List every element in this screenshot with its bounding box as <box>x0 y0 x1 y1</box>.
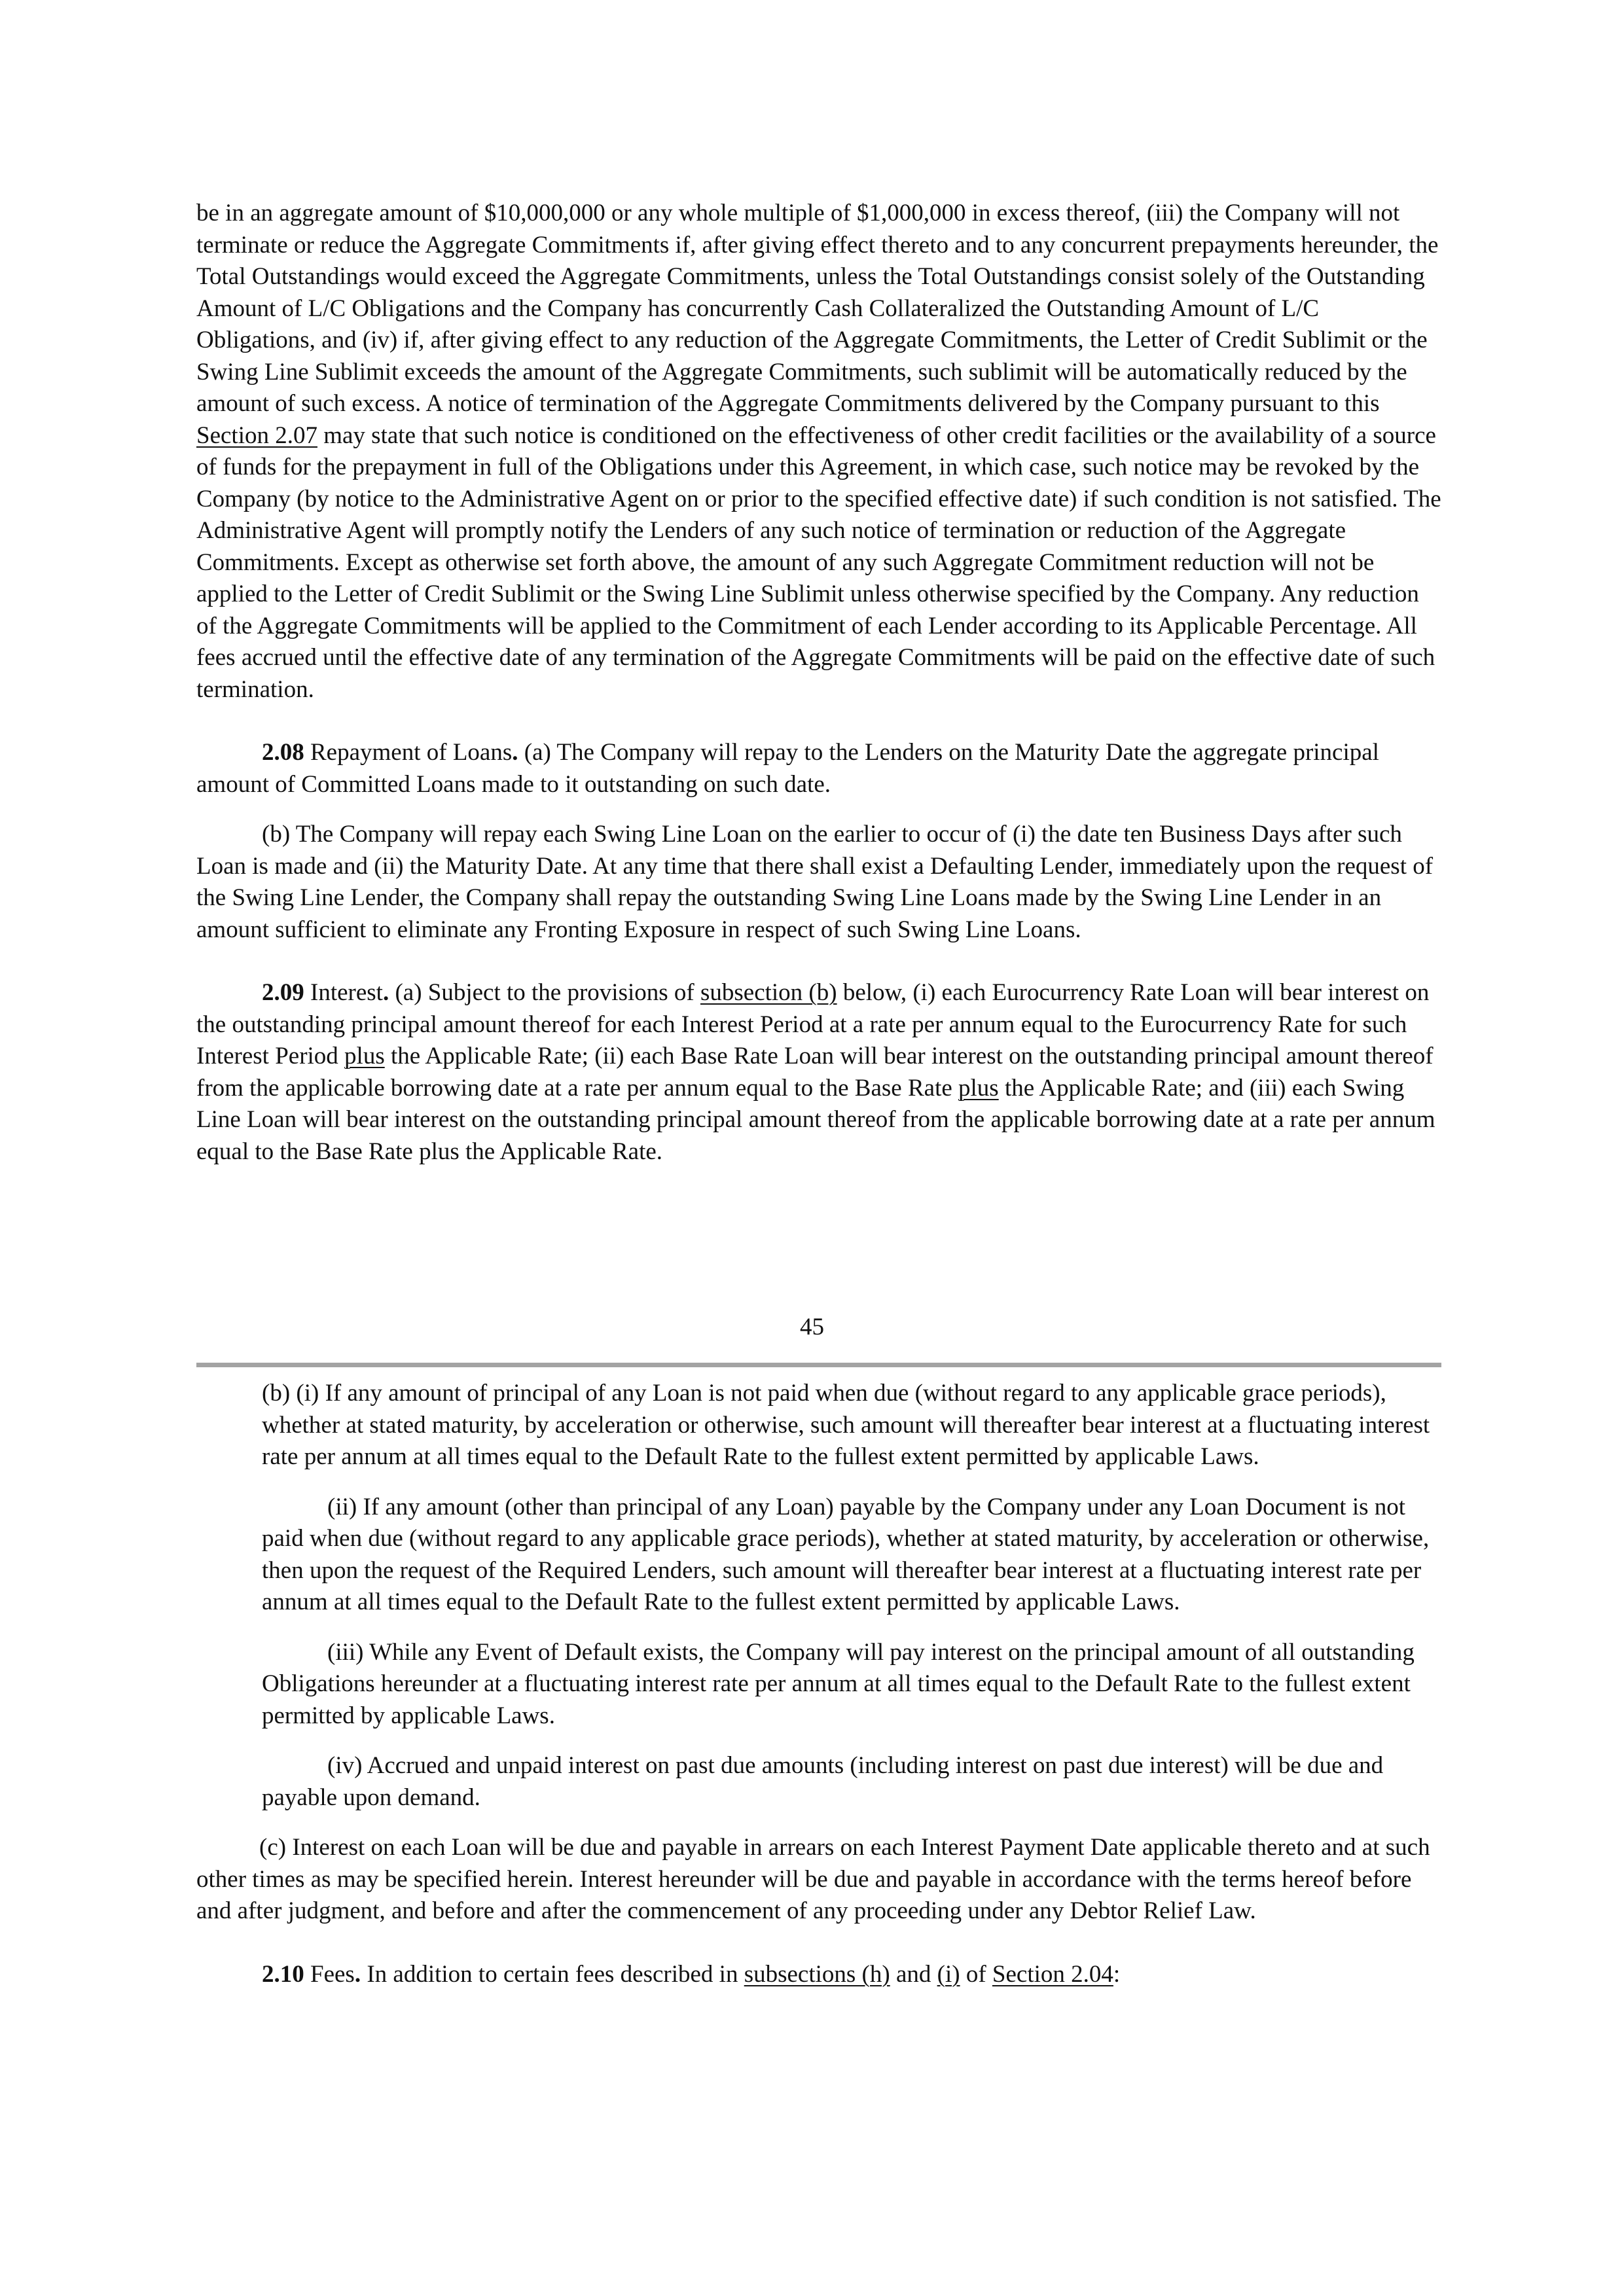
heading-period: . <box>512 739 518 766</box>
section-2-08-b <box>196 819 1441 946</box>
section-2-09-b-iv <box>196 1750 1441 1814</box>
paragraph-text: (iii) While any Event of Default exists, the Company will pay interest on the principal amount of all outstanding Obligations hereunder at a fluctuating interest rate per annum at all times equal to the Default Rate to the fullest extent permitted by applicable Laws. <box>262 1638 1415 1729</box>
subsections-h-reference: subsections (h) <box>744 1960 890 1988</box>
page-divider <box>196 1363 1441 1367</box>
page-number: 45 <box>800 1314 824 1340</box>
section-heading: Interest <box>304 979 383 1006</box>
heading-period: . <box>382 979 389 1006</box>
section-heading: Fees <box>304 1960 355 1988</box>
plus-term: plus <box>344 1043 385 1069</box>
plus-term: plus <box>958 1074 999 1102</box>
page-45-body <box>196 198 1441 1168</box>
section-2-08 <box>196 737 1441 800</box>
section-number: 2.10 <box>262 1960 304 1988</box>
section-2-09 <box>196 977 1441 1168</box>
section-2-09-c <box>196 1832 1441 1928</box>
page-46-body <box>196 1378 1441 1990</box>
heading-period: . <box>354 1960 361 1988</box>
section-number: 2.09 <box>262 979 304 1006</box>
paragraph-text: (ii) If any amount (other than principal of any Loan) payable by the Company under any Loan Document is not paid when due (without regard to any applicable grace periods), whether at stated maturity, by acceleration or otherwise, then upon the request of the Required Lenders, such amount will thereafter bear interest at a fluctuating interest rate per annum at all times equal to the Default Rate to the fullest extent permitted by applicable Laws. <box>262 1493 1430 1615</box>
section-2-09-b-i <box>196 1378 1441 1473</box>
paragraph-text: be in an aggregate amount of $10,000,000 or any whole multiple of $1,000,000 in excess thereof, (iii) the Company will not terminate or reduce the Aggregate Commitments if, after giving effect thereto and to any concurrent prepayments hereunder, the Total Outstandings would exceed the Aggregate Commitments, unless the Total Outstandings consist solely of the Outstanding Amount of L/C Obligations and the Company has concurrently Cash Collateralized the Outstanding Amount of L/C Obligations, and (iv) if, after giving effect to any reduction of the Aggregate Commitments, the Letter of Credit Sublimit or the Swing Line Sublimit exceeds the amount of the Aggregate Commitments, such sublimit will be automatically reduced by the amount of such excess. A notice of termination of the Aggregate Commitments delivered by the Company pursuant to this <box>196 200 1439 417</box>
section-text: In addition to certain fees described in <box>361 1960 744 1988</box>
section-text: and <box>890 1960 937 1988</box>
subsection-i-reference: (i) <box>937 1960 960 1988</box>
paragraph-text: (c) Interest on each Loan will be due and payable in arrears on each Interest Payment Date applicable thereto and at such other times as may be specified herein. Interest hereunder will be due and payable in accordance with the terms hereof before and after judgment, and before and after the commencement of any proceeding under any Debtor Relief Law. <box>196 1834 1430 1924</box>
paragraph-text: (iv) Accrued and unpaid interest on past due amounts (including interest on past due interest) will be due and payable upon demand. <box>262 1752 1384 1811</box>
section-text: below, (i) each Eurocurrency Rate Loan will bear interest on the outstanding principal amount thereof for each Interest Period at a rate per annum equal to the Eurocurrency Rate for such Interest Period <box>196 979 1430 1069</box>
section-number: 2.08 <box>262 739 304 766</box>
section-text: (a) Subject to the provisions of <box>389 979 700 1006</box>
section-text: the Applicable Rate; and (iii) each Swing Line Loan will bear interest on the outstanding principal amount thereof from the applicable borrowing date at a rate per annum equal to the Base Rate plus the Applicable Rate. <box>196 1074 1435 1165</box>
section-text: (a) The Company will repay to the Lenders on the Maturity Date the aggregate principal amount of Committed Loans made to it outstanding on such date. <box>196 739 1379 798</box>
section-2-09-b-ii <box>196 1492 1441 1619</box>
section-2-10 <box>196 1959 1441 1991</box>
section-text: the Applicable Rate; (ii) each Base Rate Loan will bear interest on the outstanding principal amount thereof from the applicable borrowing date at a rate per annum equal to the Base Rate <box>196 1043 1434 1102</box>
section-2-04-reference: Section 2.04 <box>992 1960 1113 1988</box>
paragraph-text: (b) The Company will repay each Swing Line Loan on the earlier to occur of (i) the date ten Business Days after such Loan is made and (ii) the Maturity Date. At any time that there shall exist a Defaulting Lender, immediately upon the request of the Swing Line Lender, the Company shall repay the outstanding Swing Line Loans made by the Swing Line Lender in an amount sufficient to eliminate any Fronting Exposure in respect of such Swing Line Loans. <box>196 821 1434 943</box>
paragraph-text: may state that such notice is conditioned on the effectiveness of other credit facilities or the availability of a source of funds for the prepayment in full of the Obligations under this Agreement, in which case, such notice may be revoked by the Company (by notice to the Administrative Agent on or prior to the specified effective date) if such condition is not satisfied. The Administrative Agent will promptly notify the Lenders of any such notice of termination or reduction of the Aggregate Commitments. Except as otherwise set forth above, the amount of any such Aggregate Commitment reduction will not be applied to the Letter of Credit Sublimit or the Swing Line Sublimit unless otherwise specified by the Company. Any reduction of the Aggregate Commitments will be applied to the Commitment of each Lender according to its Applicable Percentage. All fees accrued until the effective date of any termination of the Aggregate Commitments will be paid on the effective date of such termination. <box>196 422 1441 703</box>
section-2-09-b-iii <box>196 1637 1441 1732</box>
section-text: : <box>1113 1960 1121 1988</box>
section-2-07-reference: Section 2.07 <box>196 422 317 449</box>
subsection-b-reference: subsection (b) <box>700 979 837 1006</box>
paragraph-section-2-07-continued <box>196 198 1441 706</box>
section-text: of <box>960 1960 992 1988</box>
section-heading: Repayment of Loans <box>304 739 513 766</box>
paragraph-text: (b) (i) If any amount of principal of any Loan is not paid when due (without regard to any applicable grace periods), whether at stated maturity, by acceleration or otherwise, such amount will thereafter bear interest at a fluctuating interest rate per annum at all times equal to the Default Rate to the fullest extent permitted by applicable Laws. <box>262 1380 1430 1470</box>
